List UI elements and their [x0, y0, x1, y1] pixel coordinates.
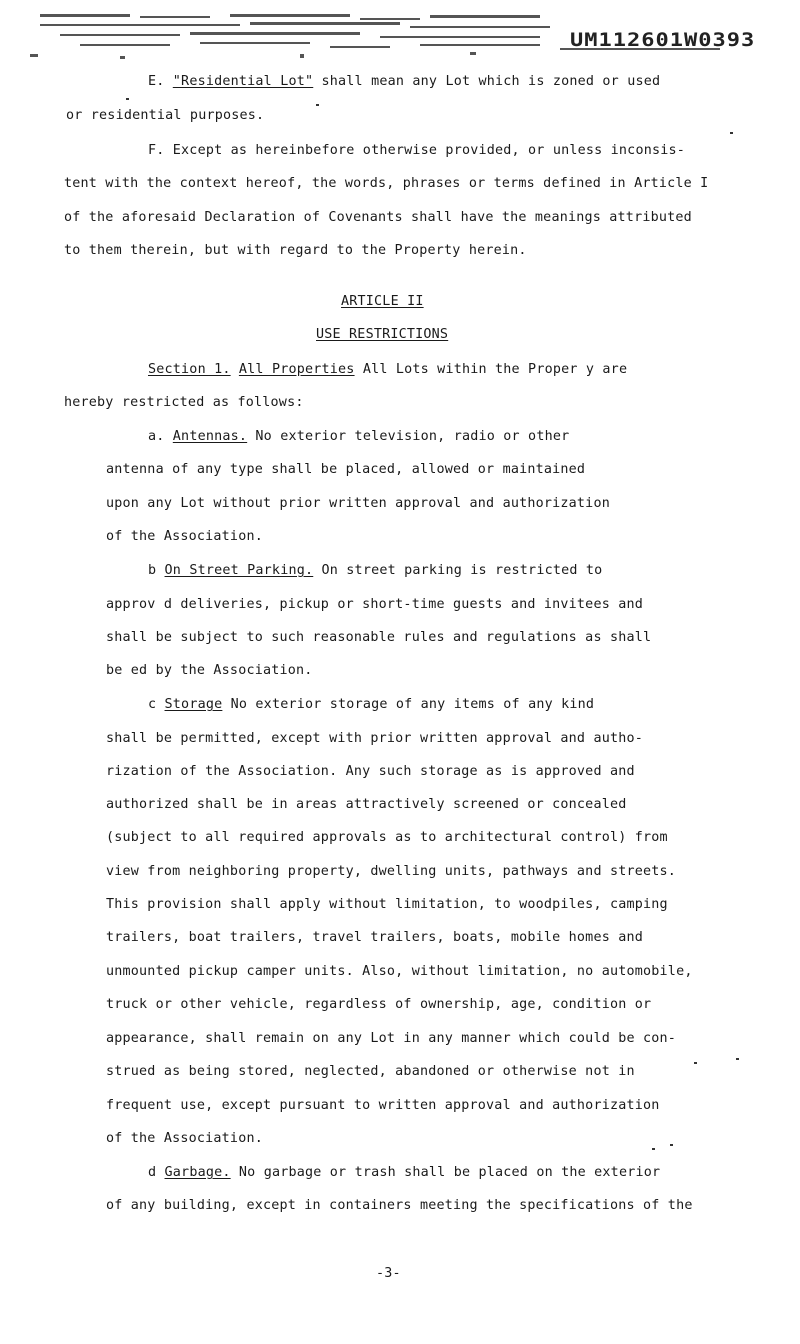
section-1-label: Section 1. [148, 362, 231, 377]
item-c-line-1 [148, 697, 594, 713]
document-number: UM112601W0393 [570, 29, 756, 52]
item-a-line-2: antenna of any type shall be placed, allowed or maintained [106, 462, 586, 477]
section-1-line-2: hereby restricted as follows: [64, 395, 304, 410]
article-subheading: USE RESTRICTIONS [316, 327, 449, 342]
item-b-label: b [148, 563, 157, 578]
item-c-line-13: frequent use, except pursuant to written approval and authorization [106, 1098, 660, 1113]
scan-speck [694, 1062, 697, 1064]
paragraph-f-line-3: of the aforesaid Declaration of Covenants shall have the meanings attributed [64, 210, 692, 225]
item-c-line-10: truck or other vehicle, regardless of ownership, age, condition or [106, 997, 652, 1012]
item-c-line-12: strued as being stored, neglected, abandoned or otherwise not in [106, 1064, 635, 1079]
item-a-label: a. [148, 429, 165, 444]
item-b-title: On Street Parking. [164, 563, 314, 578]
paragraph-f-line-1: F. Except as hereinbefore otherwise provided, or unless inconsis- [148, 143, 686, 158]
item-a-line-4: of the Association. [106, 529, 263, 544]
article-heading: ARTICLE II [341, 294, 424, 309]
paragraph-e-label: E. [148, 74, 165, 89]
item-d-text: No garbage or trash shall be placed on the exterior [230, 1165, 661, 1180]
paragraph-e-line-1 [148, 74, 660, 90]
item-c-line-3: rization of the Association. Any such storage as is approved and [106, 764, 635, 779]
item-d-line-2: of any building, except in containers meeting the specifications of the [106, 1198, 693, 1213]
item-c-text: No exterior storage of any items of any kind [222, 697, 595, 712]
scan-speck [670, 1144, 673, 1146]
item-c-title: Storage [164, 697, 223, 712]
item-c-line-8: trailers, boat trailers, travel trailers, boats, mobile homes and [106, 930, 644, 945]
scan-speck [730, 132, 733, 134]
scan-speck [316, 104, 319, 106]
scan-speck [652, 1148, 655, 1150]
item-c-line-6: view from neighboring property, dwelling units, pathways and streets. [106, 864, 677, 879]
item-c-line-4: authorized shall be in areas attractively screened or concealed [106, 797, 627, 812]
item-c-line-11: appearance, shall remain on any Lot in any manner which could be con- [106, 1031, 677, 1046]
item-c-line-5: (subject to all required approvals as to architectural control) from [106, 830, 668, 845]
item-a-title: Antennas. [172, 429, 248, 444]
item-d-title: Garbage. [164, 1165, 231, 1180]
section-1-text: All Lots within the Proper y are [354, 362, 628, 377]
residential-lot-term: "Residential Lot" [172, 74, 314, 89]
item-c-label: c [148, 697, 157, 712]
item-b-line-2: approv d deliveries, pickup or short-time guests and invitees and [106, 597, 644, 612]
section-1-title: All Properties [238, 362, 355, 377]
paragraph-e-text: shall mean any Lot which is zoned or used [313, 74, 661, 89]
item-a-text: No exterior television, radio or other [247, 429, 570, 444]
scan-speck [126, 98, 129, 100]
item-d-line-1 [148, 1165, 660, 1181]
paragraph-f-line-2: tent with the context hereof, the words, phrases or terms defined in Article I [64, 176, 709, 191]
item-a-line-1 [148, 429, 569, 445]
item-b-line-3: shall be subject to such reasonable rules and regulations as shall [106, 630, 652, 645]
paragraph-e-line-2: or residential purposes. [66, 108, 265, 123]
item-c-line-7: This provision shall apply without limitation, to woodpiles, camping [106, 897, 668, 912]
item-a-line-3: upon any Lot without prior written approval and authorization [106, 496, 610, 511]
item-b-line-4: be ed by the Association. [106, 663, 313, 678]
item-b-text: On street parking is restricted to [313, 563, 603, 578]
section-1-line-1 [148, 362, 627, 378]
item-c-line-14: of the Association. [106, 1131, 263, 1146]
item-c-line-9: unmounted pickup camper units. Also, without limitation, no automobile, [106, 964, 693, 979]
item-d-label: d [148, 1165, 157, 1180]
paragraph-f-line-4: to them therein, but with regard to the Property herein. [64, 243, 527, 258]
item-b-line-1 [148, 563, 602, 579]
item-c-line-2: shall be permitted, except with prior written approval and autho- [106, 731, 644, 746]
page-number: -3- [376, 1266, 401, 1281]
scan-speck [736, 1058, 739, 1060]
